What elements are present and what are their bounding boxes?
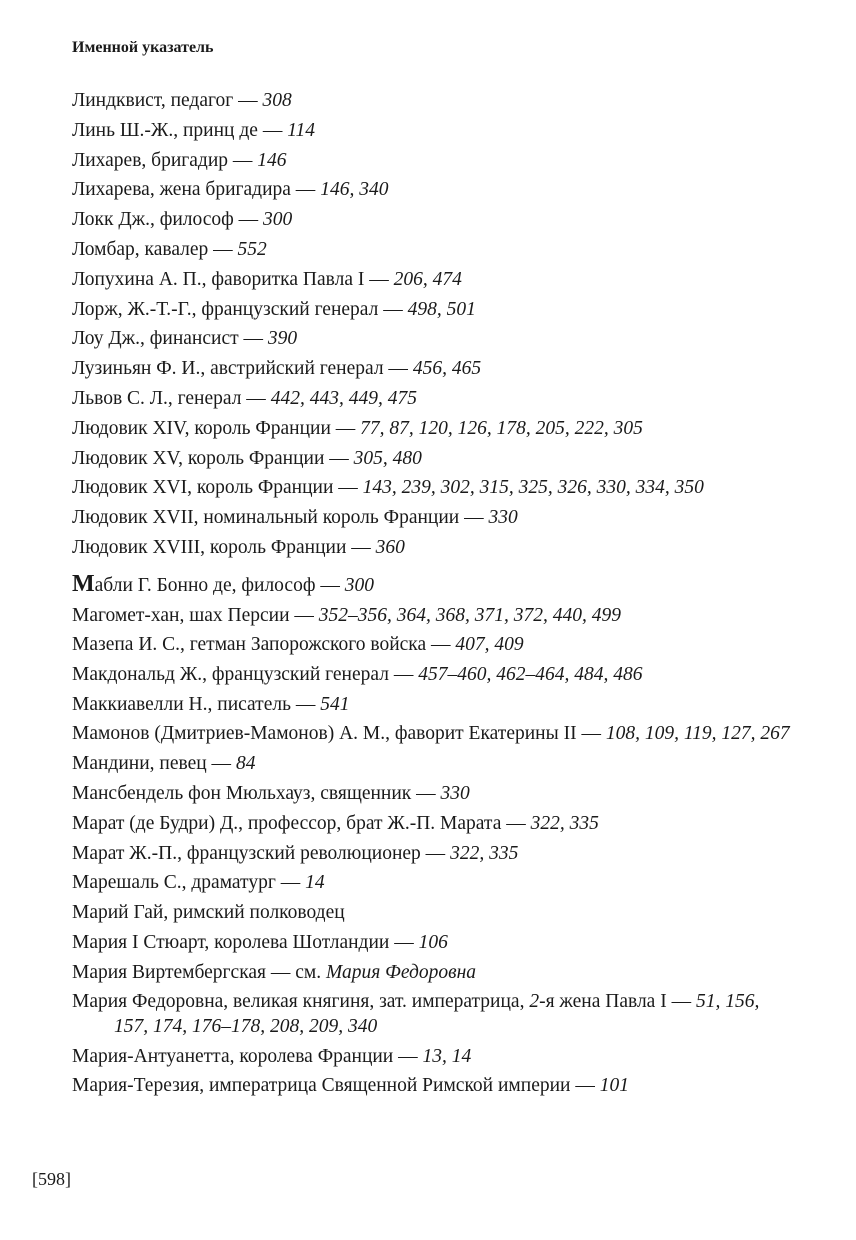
index-entry: Линдквист, педагог — 308: [72, 90, 292, 111]
index-entry: Лузиньян Ф. И., австрийский генерал — 456, 465: [72, 358, 482, 380]
section-initial: М: [72, 570, 95, 597]
index-entry: Мария Федоровна, великая княгиня, зат. императрица, 2-я жена Павла I — 51, 156, 157, 174, 176–178, 208, 209, 340: [72, 991, 760, 1037]
index-entry: Маккиавелли Н., писатель — 541: [72, 693, 350, 715]
index-entry: Мансбендель фон Мюльхауз, священник — 330: [72, 783, 470, 805]
index-entry: Линь Ш.-Ж., принц де — 114: [72, 119, 316, 141]
index-entry: Людовик XVII, номинальный король Франции — 330: [72, 507, 518, 529]
index-entry: Мария I Стюарт, королева Шотландии — 106: [72, 932, 448, 954]
index-entry: Людовик XVI, король Франции — 143, 239, 302, 315, 325, 326, 330, 334, 350: [72, 477, 704, 499]
index-entry: Лихарева, жена бригадира — 146, 340: [72, 179, 389, 201]
cross-reference: Мария Федоровна: [326, 961, 477, 983]
index-entry: Мандини, певец — 84: [72, 753, 256, 775]
index-entry: Мария-Терезия, императрица Священной Римской империи — 101: [72, 1075, 629, 1097]
index-entry: Макдональд Ж., французский генерал — 457–460, 462–464, 484, 486: [72, 664, 643, 686]
index-entry: Лопухина А. П., фаворитка Павла I — 206, 474: [72, 268, 462, 290]
index-entry: Мамонов (Дмитриев-Мамонов) А. М., фаворит Екатерины II — 108, 109, 119, 127, 267: [72, 723, 790, 745]
index-entry: Магомет-хан, шах Персии — 352–356, 364, 368, 371, 372, 440, 499: [72, 604, 622, 626]
index-entry-section-start: Мабли Г. Бонно де, философ — 300: [72, 570, 374, 597]
index-entry: Людовик XVIII, король Франции — 360: [72, 536, 405, 558]
index-entry: Марий Гай, римский полководец: [72, 902, 345, 924]
index-entry: Мазепа И. С., гетман Запорожского войска — 407, 409: [72, 634, 524, 656]
running-header: Именной указатель: [72, 39, 214, 56]
index-entry: Мария Виртембергская — см. Мария Федоровна: [72, 961, 477, 983]
index-entry: Людовик XIV, король Франции — 77, 87, 120, 126, 178, 205, 222, 305: [72, 417, 643, 439]
page-number: [598]: [32, 1169, 71, 1189]
index-entry: Марат (де Будри) Д., профессор, брат Ж.-П. Марата — 322, 335: [72, 812, 599, 834]
section-divider: [72, 563, 792, 571]
index-entry: Львов С. Л., генерал — 442, 443, 449, 475: [72, 387, 417, 409]
index-entry: Локк Дж., философ — 300: [72, 209, 293, 231]
index-entry: Лоу Дж., финансист — 390: [72, 328, 298, 350]
index-entry: Лихарев, бригадир — 146: [72, 149, 287, 171]
index-entry: Марат Ж.-П., французский революционер — 322, 335: [72, 842, 519, 864]
index-entry: Лорж, Ж.-Т.-Г., французский генерал — 498, 501: [72, 298, 476, 320]
index-entries: [72, 86, 792, 1101]
index-entry: Марешаль С., драматург — 14: [72, 872, 325, 894]
index-entry: Мария-Антуанетта, королева Франции — 13, 14: [72, 1045, 472, 1067]
index-entry: Людовик XV, король Франции — 305, 480: [72, 447, 422, 469]
index-entry: Ломбар, кавалер — 552: [72, 238, 267, 260]
